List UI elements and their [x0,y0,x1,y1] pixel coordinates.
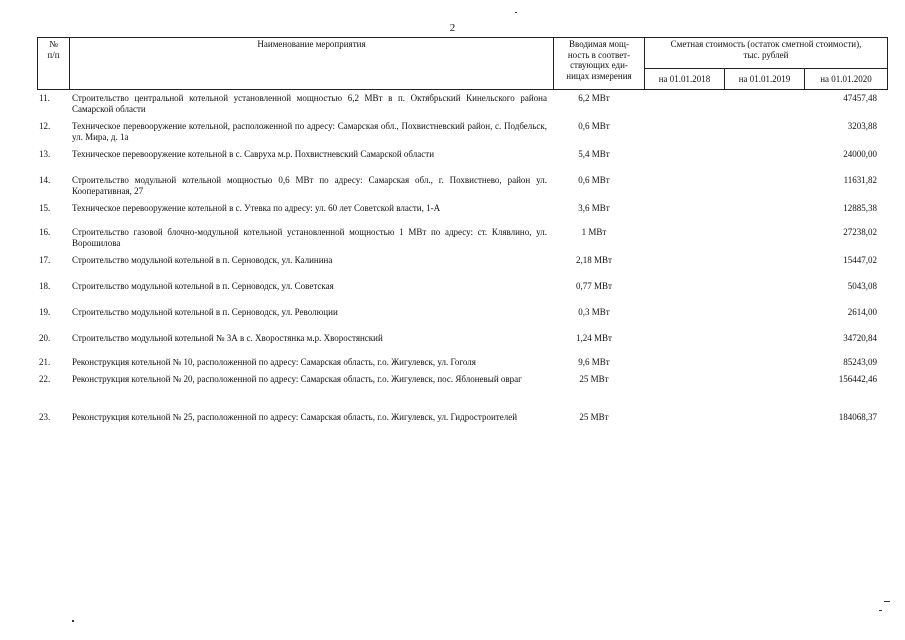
row-number: 18. [39,281,51,291]
header-cost: Сметная стоимость (остаток сметной стоимости), тыс. рублей [645,38,888,69]
header-name: Наименование мероприятия [70,38,554,90]
row-2020: 184068,37 [838,412,877,422]
row-2020: 12885,38 [843,203,877,213]
table-row [37,203,879,227]
row-capacity: 0,77 МВт [576,281,612,291]
header-year-2019: на 01.01.2019 [725,69,805,90]
row-2018 [639,374,718,412]
row-number: 23. [39,412,51,422]
row-number: 14. [39,175,51,185]
row-capacity: 6,2 МВт [578,93,610,103]
measures-table [37,93,879,423]
table-row [37,374,879,412]
table-row [37,281,879,307]
table-row [37,307,879,333]
table-row [37,412,879,423]
row-2019 [718,93,797,121]
row-2019 [718,412,797,423]
row-2019 [718,149,797,175]
row-2020: 24000,00 [843,149,877,159]
page-number: 2 [449,22,456,34]
row-number: 12. [39,121,51,131]
row-name: Реконструкция котельной № 25, расположенной по адресу: Самарская область, г.о. Жигулевск, ул. Гидростроителей [72,412,518,422]
row-capacity: 0,3 МВт [578,307,610,317]
row-name: Реконструкция котельной № 10, расположенной по адресу: Самарская область, г.о. Жигулевск, ул. Гоголя [72,357,476,367]
row-name: Техническое перевооружение котельной, расположенной по адресу: Самарская обл., Похвистневский район, с. Подбельск, ул. Мира, д. 1а [72,121,547,142]
row-2018 [639,412,718,423]
row-2020: 15447,02 [843,255,877,265]
row-name: Реконструкция котельной № 20, расположенной по адресу: Самарская область, г.о. Жигулевск, пос. Яблоневый овраг [72,374,522,384]
row-name: Строительство газовой блочно-модульной котельной установленной мощностью 1 МВт по адресу: ст. Клявлино, ул. Ворошилова [72,227,547,248]
row-2018 [639,281,718,307]
row-name: Строительство модульной котельной № 3А в с. Хворостянка м.р. Хворостянский [72,333,383,343]
row-2018 [639,255,718,281]
row-number: 17. [39,255,51,265]
row-2019 [718,307,797,333]
table-row [37,93,879,121]
table-row [37,121,879,149]
row-capacity: 5,4 МВт [578,149,610,159]
row-2020: 3203,88 [847,121,877,131]
row-2019 [718,357,797,374]
row-capacity: 25 МВт [579,412,609,422]
row-name: Техническое перевооружение котельной в с. Утевка по адресу: ул. 60 лет Советской власти, 1-А [72,203,441,213]
table-row [37,333,879,357]
row-2019 [718,374,797,412]
row-name: Строительство модульной котельной в п. Серноводск, ул. Советская [72,281,334,291]
table-row [37,227,879,255]
row-capacity: 1,24 МВт [576,333,612,343]
row-2020: 2614,00 [847,307,877,317]
header-capacity: Вводимая мощ- ность в соответ- ствующих еди- ницах измерения [554,38,645,90]
scan-speck [515,12,517,13]
row-2018 [639,307,718,333]
row-2019 [718,255,797,281]
scan-speck [72,620,74,622]
row-2019 [718,121,797,149]
row-2020: 47457,48 [843,93,877,103]
row-2018 [639,227,718,255]
header-number: № п/п [38,38,70,90]
row-2018 [639,121,718,149]
row-2019 [718,333,797,357]
row-name: Строительство центральной котельной установленной мощностью 6,2 МВт в п. Октябрьский Кинельского района Самарской области [72,93,547,114]
row-number: 21. [39,357,51,367]
row-capacity: 9,6 МВт [578,357,610,367]
row-number: 22. [39,374,51,384]
row-name: Строительство модульной котельной в п. Серноводск, ул. Калинина [72,255,333,265]
table-header [37,37,888,90]
table-row [37,357,879,374]
row-capacity: 1 МВт [581,227,607,237]
row-2019 [718,175,797,203]
row-name: Строительство модульной котельной мощностью 0,6 МВт по адресу: Самарская обл., г. Похвистнево, район ул. Кооперативная, 27 [72,175,547,196]
scan-speck [879,610,882,611]
row-2020: 27238,02 [843,227,877,237]
header-year-2020: на 01.01.2020 [805,69,888,90]
row-2018 [639,333,718,357]
row-number: 15. [39,203,51,213]
row-2018 [639,149,718,175]
table-row [37,255,879,281]
row-2020: 156442,46 [838,374,877,384]
table-row [37,175,879,203]
table-row [37,149,879,175]
row-number: 16. [39,227,51,237]
row-number: 20. [39,333,51,343]
row-name: Строительство модульной котельной в п. Серноводск, ул. Революции [72,307,338,317]
scan-speck [884,601,890,602]
row-name: Техническое перевооружение котельной в с. Савруха м.р. Похвистневский Самарской области [72,149,435,159]
row-number: 11. [39,93,50,103]
row-capacity: 2,18 МВт [576,255,612,265]
row-2020: 5043,08 [847,281,877,291]
row-2018 [639,93,718,121]
row-capacity: 25 МВт [579,374,609,384]
row-number: 13. [39,149,51,159]
header-year-2018: на 01.01.2018 [645,69,725,90]
row-number: 19. [39,307,51,317]
row-capacity: 3,6 МВт [578,203,610,213]
row-2018 [639,357,718,374]
row-2020: 11631,82 [843,175,877,185]
row-2018 [639,203,718,227]
row-2020: 34720,84 [843,333,877,343]
row-2019 [718,227,797,255]
row-2018 [639,175,718,203]
row-2020: 85243,09 [843,357,877,367]
row-2019 [718,203,797,227]
row-capacity: 0,6 МВт [578,175,610,185]
row-2019 [718,281,797,307]
row-capacity: 0,6 МВт [578,121,610,131]
